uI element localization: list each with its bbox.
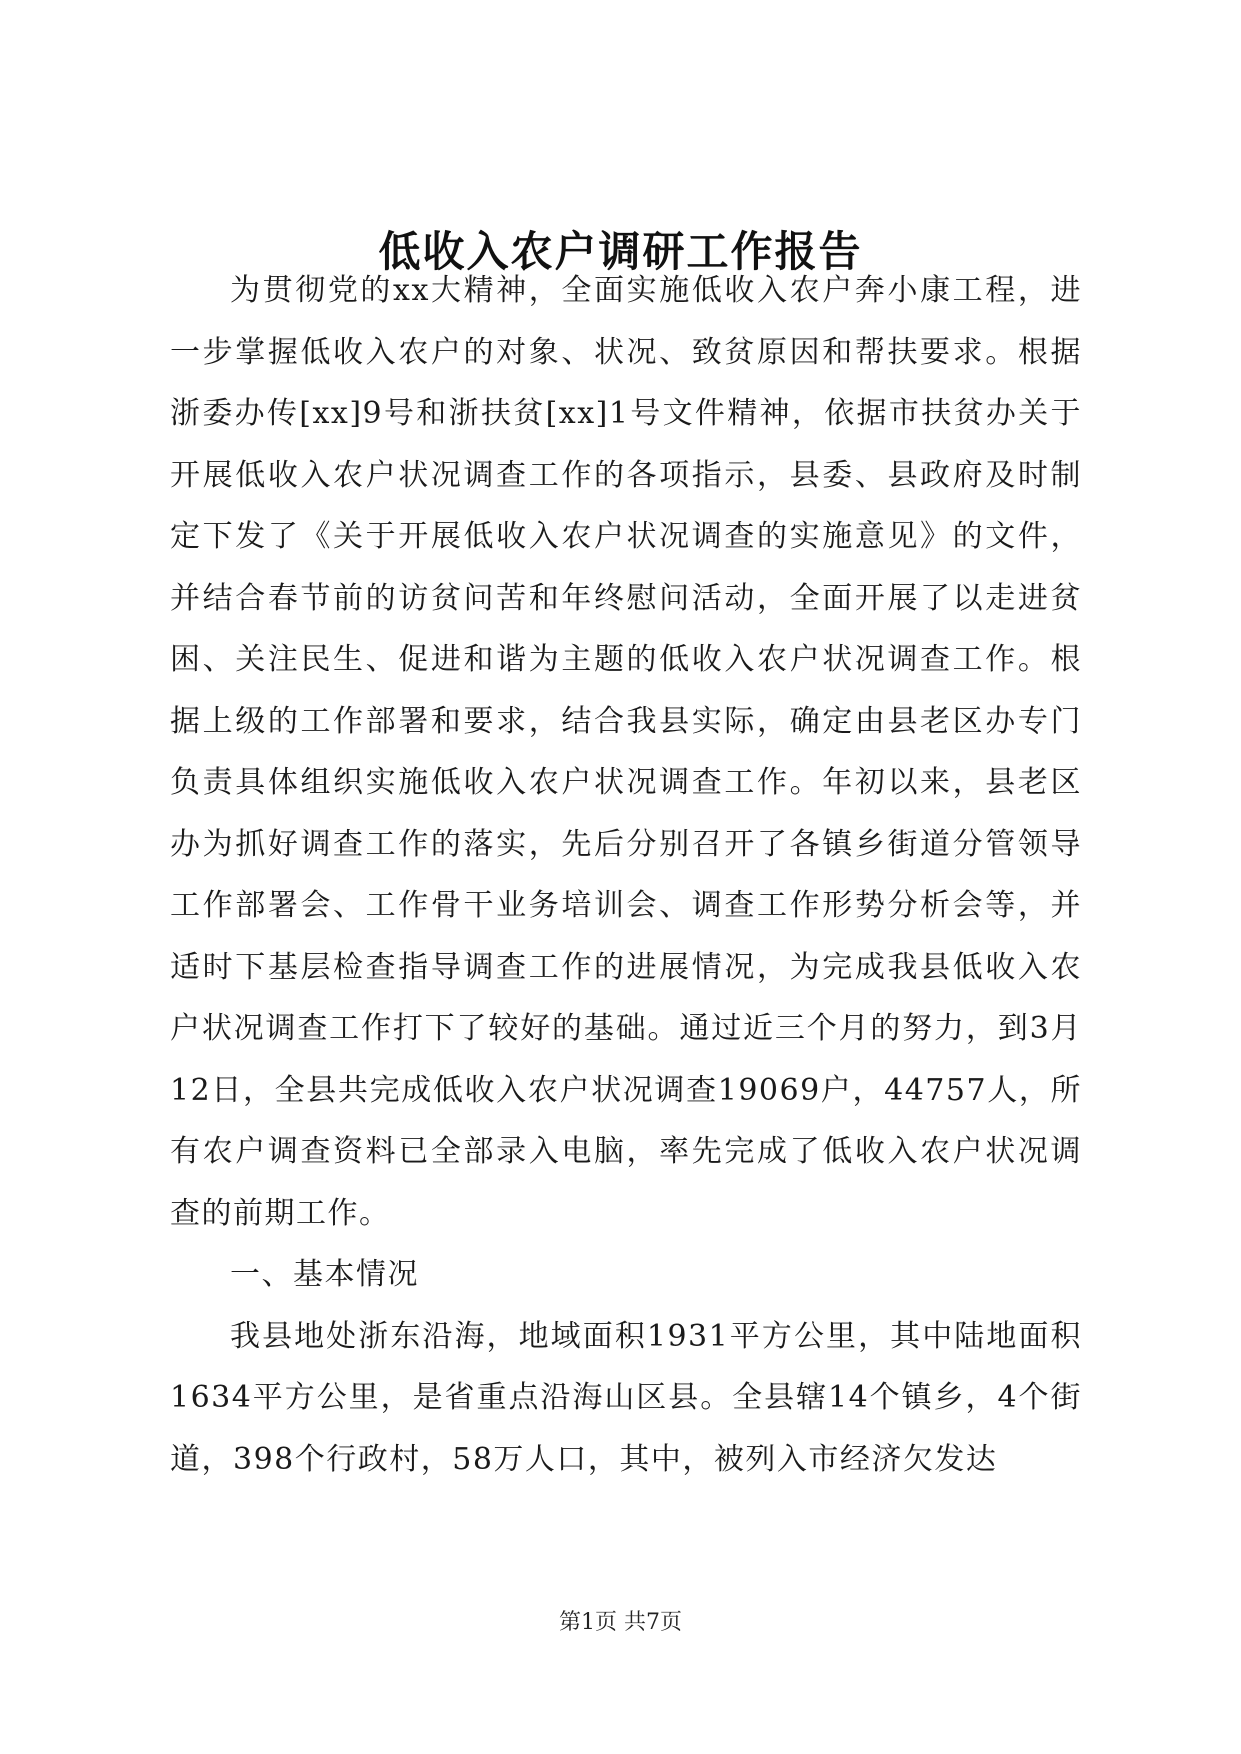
document-title: 低收入农户调研工作报告 <box>378 227 863 276</box>
section-heading: 一、基本情况 <box>230 1257 419 1292</box>
page-footer: 第1页 共7页 <box>559 1610 682 1635</box>
intro-paragraph: 为贯彻党的xx大精神，全面实施低收入农户奔小康工程，进一步掌握低收入农户的对象、状况、致贫原因和帮扶要求。根据浙委办传[xx]9号和浙扶贫[xx]1号文件精神，依据市扶贫办关于开展低收入农户状况调查工作的各项指示，县委、县政府及时制定下发了《关于开展低收入农户状况调查的实施意见》的文件，并结合春节前的访贫问苦和年终慰问活动，全面开展了以走进贫困、关注民生、促进和谐为主题的低收入农户状况调查工作。根据上级的工作部署和要求，结合我县实际，确定由县老区办专门负责具体组织实施低收入农户状况调查工作。年初以来，县老区办为抓好调查工作的落实，先后分别召开了各镇乡街道分管领导工作部署会、工作骨干业务培训会、调查工作形势分析会等，并适时下基层检查指导调查工作的进展情况，为完成我县低收入农户状况调查工作打下了较好的基础。通过近三个月的努力，到3月12日，全县共完成低收入农户状况调查19069户，44757人，所有农户调查资料已全部录入电脑，率先完成了低收入农户状况调查的前期工作。 <box>170 273 1082 1231</box>
document-body <box>170 260 1082 1490</box>
section-paragraph: 我县地处浙东沿海，地域面积1931平方公里，其中陆地面积1634平方公里，是省重点沿海山区县。全县辖14个镇乡，4个街道，398个行政村，58万人口，其中，被列入市经济欠发达 <box>170 1318 1082 1477</box>
